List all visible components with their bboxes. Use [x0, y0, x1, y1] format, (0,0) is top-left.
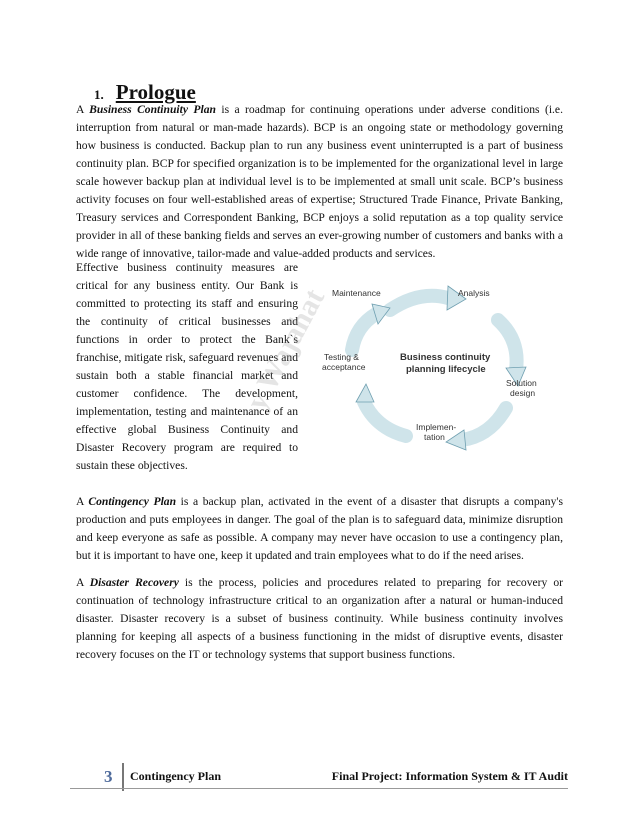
bcp-paragraph — [76, 101, 563, 263]
label-maintenance: Maintenance — [332, 288, 381, 298]
page-number: 3 — [104, 767, 113, 786]
contingency-lead: A — [76, 495, 89, 508]
section-number: 1. — [94, 87, 104, 102]
arrow-implementation-testing — [364, 402, 406, 436]
label-testing-2: acceptance — [322, 362, 366, 372]
arrow-testing-maintenance — [352, 314, 376, 350]
footer-rule — [70, 788, 568, 789]
footer-divider — [122, 763, 124, 791]
contingency-paragraph — [76, 493, 563, 565]
dr-term: Disaster Recovery — [89, 576, 179, 589]
section-title: Prologue — [115, 80, 196, 104]
label-analysis: Analysis — [458, 288, 490, 298]
bcp-lead: A — [76, 103, 90, 116]
dr-lead: A — [76, 576, 90, 589]
label-solution-1: Solution — [506, 378, 537, 388]
arrow-maintenance-analysis — [390, 296, 448, 310]
label-testing-1: Testing & — [324, 352, 359, 362]
contingency-term: Contingency Plan — [88, 495, 177, 508]
arrow-analysis-solution — [498, 320, 517, 370]
dr-body: is the process, policies and procedures related to preparing for recovery or continuation of technology infrastructure critical to an organization after a natural or human-induced disaster. Disaster recovery is a subset of business continuity. While business continuity involves planning for keeping all aspects of a business functioning in the midst of disruptive events, disaster recovery focuses on the IT or technology systems that support business functions. — [76, 576, 564, 661]
footer-left-text: Contingency Plan — [130, 769, 222, 783]
arrowhead-testing — [356, 384, 374, 402]
watermark: y Wajahat — [240, 283, 332, 416]
label-implementation-1: Implemen- — [416, 422, 457, 432]
footer-right-text: Final Project: Information System & IT Audit — [331, 769, 568, 783]
center-label-2: planning lifecycle — [406, 364, 486, 375]
bcp-body: is a roadmap for continuing operations under adverse conditions (i.e. interruption from natural or man-made hazards). BCP is an ongoing state or methodology governing how business is conducted. Backup plan to run any business event uninterrupted is a part of business continuity plan. BCP for specified organization is to be implemented for the organizational level in large scale however backup plan at individual level is to be implemented at small unit scale. BCP’s business activity focuses on four well-established areas of expertise; Structured Trade Finance, Private Banking, Treasury services and Correspondent Banking, BCP enjoys a solid reputation as a top quality service provider in all of these banking fields and serves an ever-growing number of customers and banks with a wide range of innovative, tailor-made and value-added products and services. — [76, 103, 563, 260]
measures-paragraph: Effective business continuity measures are critical for any business entity. Our Bank is committed to protecting its staff and ensuring the continuity of critical businesses and functions in order to protect the Bank`s franchise, mitigate risk, safeguard revenues and sustain both a stable financial market and customer confidence. The development, implementation, testing and maintenance of an effective global Business Continuity and Disaster Recovery program are required to sustain these objectives. — [76, 261, 298, 472]
bcp-lifecycle-diagram — [320, 268, 550, 458]
bcp-term: Business Continuity Plan — [89, 103, 216, 116]
contingency-body: is a backup plan, activated in the event of a disaster that disrupts a company's production and puts employees in danger. The goal of the plan is to safeguard data, minimize disruption and keep everyone as safe as possible. A company may never have occasion to use a contingency plan, but it is important to have one, keep it updated and train employees what to do if the need arises. — [76, 495, 563, 562]
center-label-1: Business continuity — [400, 352, 491, 363]
label-solution-2: design — [510, 388, 536, 398]
disaster-recovery-paragraph — [76, 574, 563, 664]
label-implementation-2: tation — [424, 432, 445, 442]
page-footer — [70, 763, 568, 791]
arrowhead-implementation — [446, 430, 466, 450]
arrow-solution-implementation — [462, 408, 506, 440]
